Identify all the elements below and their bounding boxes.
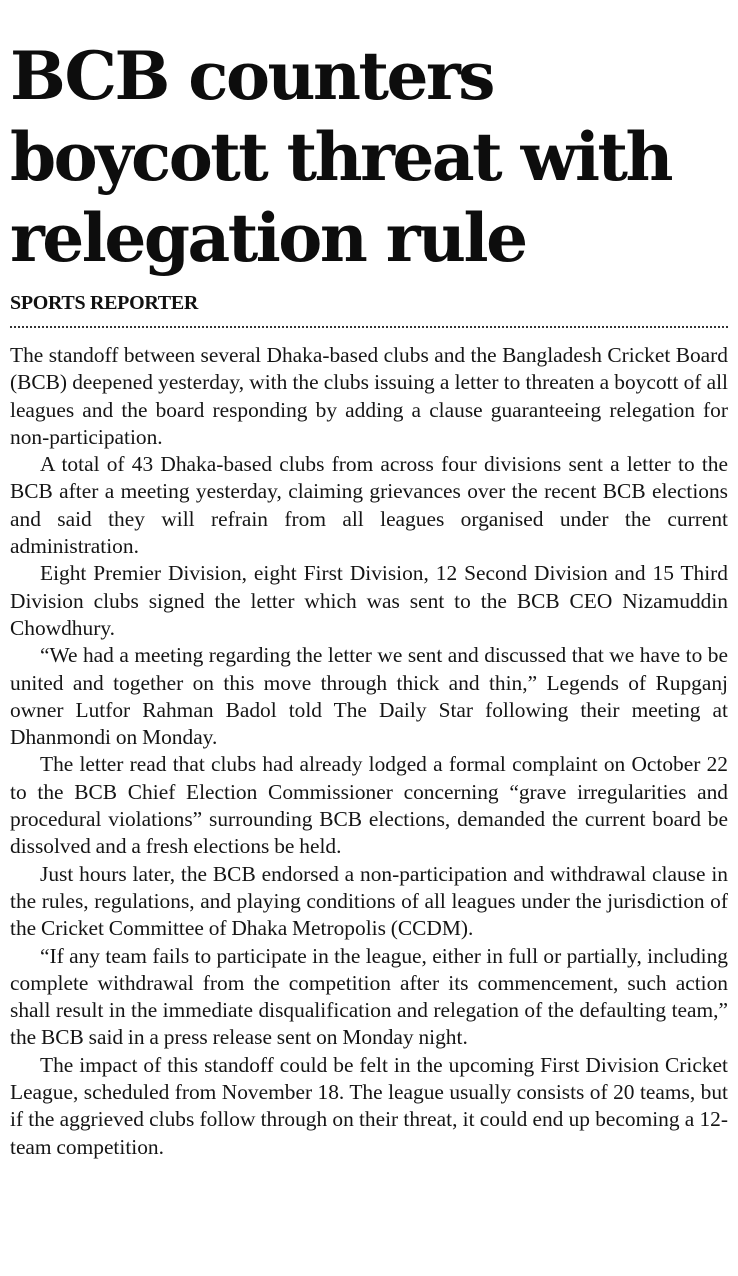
headline: BCB counters boycott threat with relegation rule [10, 37, 672, 277]
body-paragraph: The letter read that clubs had already lodged a formal complaint on October 22 to the BCB Chief Election Commissioner concerning “grave irregularities and procedural violations” surrounding BCB elections, demanded the current board be dissolved and a fresh elections be held. [10, 752, 728, 859]
body-paragraph: The standoff between several Dhaka-based clubs and the Bangladesh Cricket Board (BCB) deepened yesterday, with the clubs issuing a letter to threaten a boycott of all leagues and the board responding by adding a clause guaranteeing relegation for non-participation. [10, 343, 728, 449]
body-paragraph: The impact of this standoff could be felt in the upcoming First Division Cricket League, scheduled from November 18. The league usually consists of 20 teams, but if the aggrieved clubs follow through on their threat, it could end up becoming a 12-team competition. [10, 1052, 728, 1159]
body-paragraph: Eight Premier Division, eight First Division, 12 Second Division and 15 Third Division clubs signed the letter which was sent to the BCB CEO Nizamuddin Chowdhury. [10, 561, 728, 640]
byline: SPORTS REPORTER [10, 292, 199, 314]
news-article [10, 36, 728, 1161]
dotted-divider [10, 326, 728, 328]
body-paragraph: Just hours later, the BCB endorsed a non-participation and withdrawal clause in the rules, regulations, and playing conditions of all leagues under the jurisdiction of the Cricket Committee of Dhaka Metropolis (CCDM). [10, 861, 728, 941]
body-paragraph: “We had a meeting regarding the letter we sent and discussed that we have to be united and together on this move through thick and thin,” Legends of Rupganj owner Lutfor Rahman Badol told The Daily Star following their meeting at Dhanmondi on Monday. [10, 643, 728, 750]
body-paragraph: A total of 43 Dhaka-based clubs from across four divisions sent a letter to the BCB after a meeting yesterday, claiming grievances over the recent BCB elections and said they will refrain from all leagues organised under the current administration. [10, 452, 728, 559]
body-paragraph: “If any team fails to participate in the league, either in full or partially, including complete withdrawal from the competition after its commencement, such action shall result in the immediate disqualification and relegation of the defaulting team,” the BCB said in a press release sent on Monday night. [10, 943, 728, 1050]
article-body [10, 342, 728, 1161]
